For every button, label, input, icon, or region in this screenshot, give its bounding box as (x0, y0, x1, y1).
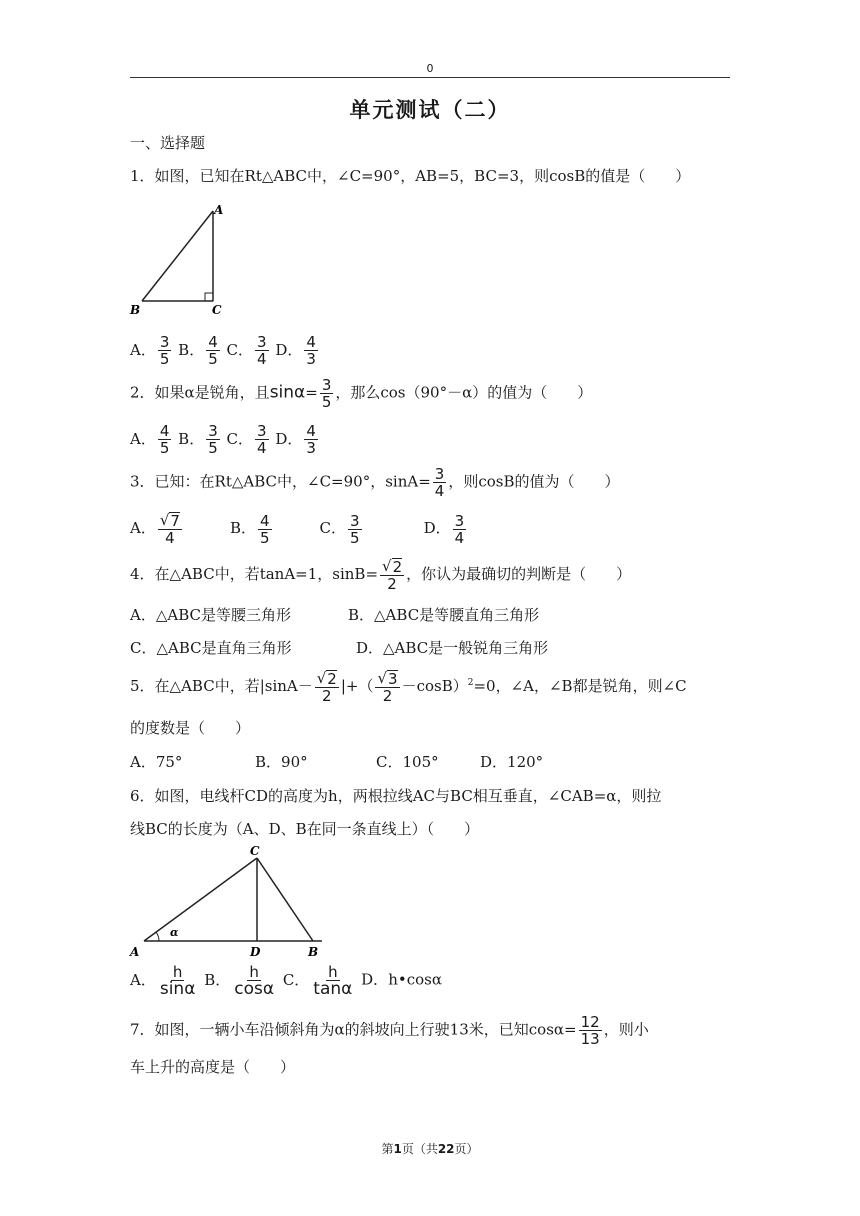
q5-text-line2: 的度数是（ ） (130, 719, 251, 737)
section-heading: 一、选择题 (130, 134, 206, 152)
q1-right-angle-mark (205, 293, 213, 301)
q5-text: 5．在△ABC中，若|sinA－ √ 2 2 |+（ √ 3 2 －cosB）$^2$=0，∠A，∠B都是锐角，则∠C (130, 669, 687, 705)
q6-label-a: A (130, 945, 140, 959)
q6-wire-ac (144, 858, 257, 941)
q6-label-c: C (250, 844, 260, 858)
q6-option-a[interactable]: A． $\frac{h}{\sin\alpha}$ (130, 963, 196, 999)
q6-label-b: B (308, 945, 319, 959)
q1-text: 1．如图，已知在Rt△ABC中，∠C=90°，AB=5，BC=3，则cosB的值是（ ） (130, 167, 691, 185)
q5-option-c[interactable]: C．105° (376, 753, 439, 771)
q1-label-c: C (212, 303, 222, 317)
q3-options (130, 512, 468, 546)
q2-option-b[interactable]: B． $\frac{3}{5}$ (178, 422, 218, 457)
q6-pole-figure (128, 840, 328, 962)
q6-option-d[interactable]: D．h•cosα (361, 970, 442, 989)
q1-option-a[interactable]: A． $\frac{3}{5}$ (130, 333, 170, 368)
q4-text: 4．在△ABC中，若tanA=1，sinB= √ 2 2 ，你认为最确切的判断是（ ） (130, 557, 632, 593)
q2-option-a[interactable]: A． $\frac{4}{5}$ (130, 422, 170, 457)
q6-text-line2: 线BC的长度为（A、D、B在同一条直线上）（ ） (130, 820, 480, 838)
q1-triangle-figure (128, 200, 228, 318)
q5-option-d[interactable]: D．120° (480, 753, 544, 771)
q2-option-c[interactable]: C． $\frac{3}{4}$ (226, 422, 267, 457)
q6-label-alpha: α (170, 926, 179, 939)
header-divider (130, 77, 730, 78)
q6-label-d: D (250, 945, 261, 959)
q2-option-d[interactable]: D． $\frac{4}{3}$ (275, 422, 316, 457)
q6-text-line1: 6．如图，电线杆CD的高度为h，两根拉线AC与BC相互垂直，∠CAB=α，则拉 (130, 787, 662, 805)
q6-wire-bc (257, 858, 313, 941)
q1-option-d[interactable]: D． $\frac{4}{3}$ (275, 333, 316, 368)
q6-options (130, 964, 442, 997)
q3-option-c[interactable]: C． $\frac{3}{5}$ (319, 511, 360, 547)
q1-label-a: A (214, 203, 224, 217)
q6-option-c[interactable]: C． $\frac{h}{\tan\alpha}$ (282, 963, 353, 999)
q5-option-b[interactable]: B．90° (255, 753, 308, 771)
q4-option-b[interactable]: B．△ABC是等腰直角三角形 (348, 606, 540, 624)
page-title: 单元测试（二） (349, 98, 511, 122)
q7-text-line2: 车上升的高度是（ ） (130, 1058, 296, 1076)
footer-total-pages: 22 (437, 1142, 455, 1156)
q3-option-a[interactable]: A． √ 7 4 (130, 511, 180, 547)
q1-label-b: B (130, 303, 141, 317)
q3-option-d[interactable]: D． $\frac{3}{4}$ (423, 511, 465, 547)
q3-text: 3．已知：在Rt△ABC中，∠C=90°，sinA= $\frac{3}{4}$ ，则cosB的值为（ ） (130, 465, 620, 500)
q2-sin-alpha: sinα (269, 382, 306, 403)
q6-option-b[interactable]: B． $\frac{h}{\cos\alpha}$ (204, 963, 275, 999)
q4-option-a[interactable]: A．△ABC是等腰三角形 (130, 606, 291, 624)
page-footer: 第1页（共22页） (381, 1142, 479, 1156)
q4-option-d[interactable]: D．△ABC是一般锐角三角形 (356, 639, 549, 657)
q1-option-b[interactable]: B． $\frac{4}{5}$ (178, 333, 218, 368)
q4-option-c[interactable]: C．△ABC是直角三角形 (130, 639, 292, 657)
q5-option-a[interactable]: A．75° (130, 753, 183, 771)
q3-option-b[interactable]: B． $\frac{4}{5}$ (229, 511, 270, 547)
footer-page-number: 1 (393, 1142, 402, 1156)
q1-side-ab (142, 211, 213, 301)
q6-angle-arc (156, 932, 159, 941)
q1-options (130, 334, 320, 367)
q1-option-c[interactable]: C． $\frac{3}{4}$ (226, 333, 267, 368)
q2-options (130, 423, 320, 456)
q7-text: 7．如图，一辆小车沿倾斜角为α的斜坡向上行驶13米，已知cosα= $\frac{12}{13}$ ，则小 (130, 1013, 649, 1048)
page-header-number: 0 (426, 62, 434, 75)
q2-text: 2．如果α是锐角，且sinα= $\frac{3}{5}$ ，那么cos（90°－α）的值为（ ） (130, 376, 593, 411)
